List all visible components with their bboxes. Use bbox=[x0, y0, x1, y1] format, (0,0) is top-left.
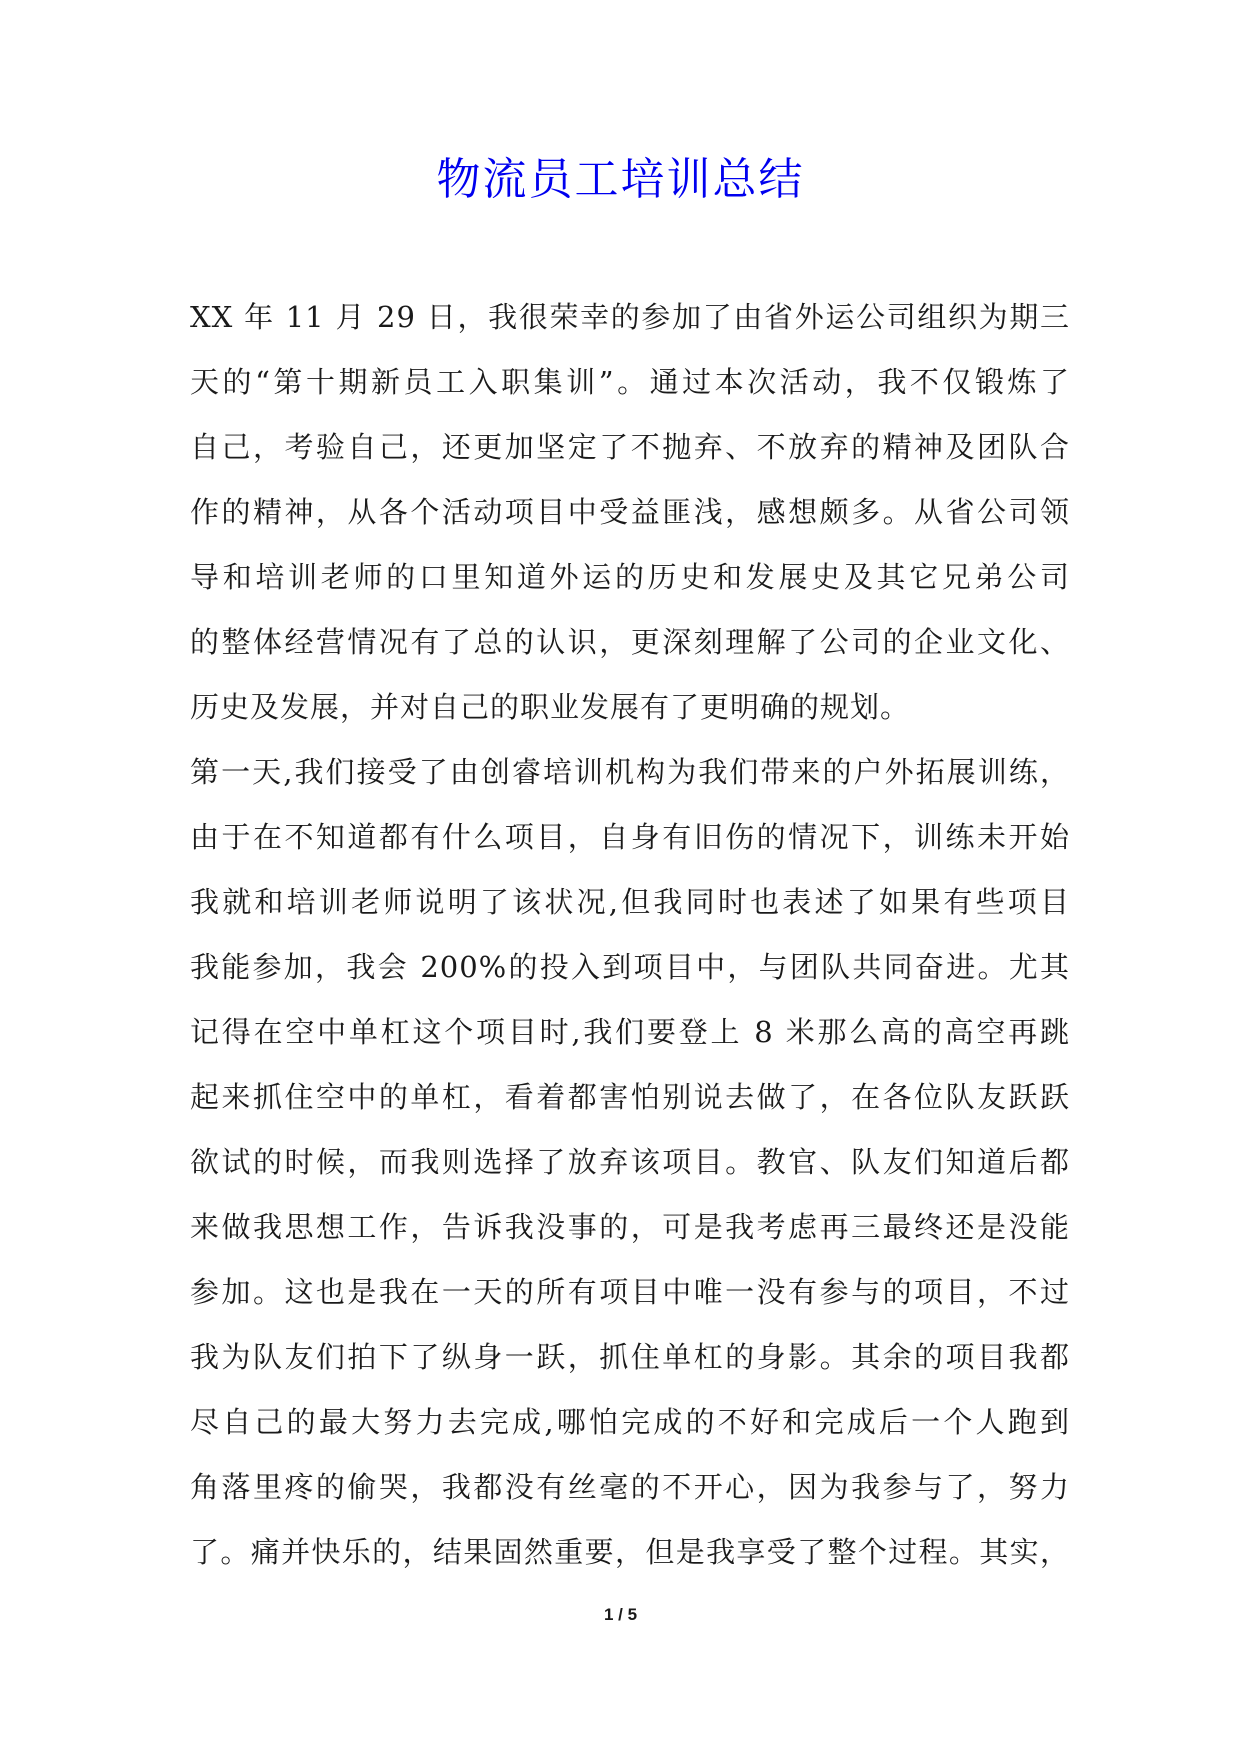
text-line: 由于在不知道都有什么项目，自身有旧伤的情况下，训练未开始 bbox=[190, 820, 1070, 854]
text-line: 尽自己的最大努力去完成,哪怕完成的不好和完成后一个人跑到 bbox=[190, 1405, 1070, 1439]
text-line: 第一天,我们接受了由创睿培训机构为我们带来的户外拓展训练， bbox=[190, 755, 1070, 789]
text-line: 自己，考验自己，还更加坚定了不抛弃、不放弃的精神及团队合 bbox=[190, 430, 1070, 464]
text-line: 起来抓住空中的单杠，看着都害怕别说去做了，在各位队友跃跃 bbox=[190, 1080, 1070, 1114]
text-line: 我就和培训老师说明了该状况,但我同时也表述了如果有些项目 bbox=[190, 885, 1070, 919]
text-line: 天的“第十期新员工入职集训”。通过本次活动，我不仅锻炼了 bbox=[190, 365, 1070, 399]
text-line: 角落里疼的偷哭，我都没有丝毫的不开心，因为我参与了，努力 bbox=[190, 1470, 1070, 1504]
document-title: 物流员工培训总结 bbox=[436, 154, 805, 205]
text-line: XX 年 11 月 29 日，我很荣幸的参加了由省外运公司组织为期三 bbox=[190, 300, 1070, 334]
text-line: 我能参加，我会 200%的投入到项目中，与团队共同奋进。尤其 bbox=[190, 950, 1070, 984]
text-line: 来做我思想工作，告诉我没事的，可是我考虑再三最终还是没能 bbox=[190, 1210, 1070, 1244]
text-line: 作的精神，从各个活动项目中受益匪浅，感想颇多。从省公司领 bbox=[190, 495, 1070, 529]
text-line: 欲试的时候，而我则选择了放弃该项目。教官、队友们知道后都 bbox=[190, 1145, 1070, 1179]
text-line: 历史及发展，并对自己的职业发展有了更明确的规划。 bbox=[190, 690, 911, 724]
text-line: 记得在空中单杠这个项目时,我们要登上 8 米那么高的高空再跳 bbox=[190, 1015, 1070, 1049]
page-number: 1 / 5 bbox=[603, 1605, 638, 1624]
text-line: 的整体经营情况有了总的认识，更深刻理解了公司的企业文化、 bbox=[190, 625, 1070, 659]
text-line: 我为队友们拍下了纵身一跃，抓住单杠的身影。其余的项目我都 bbox=[190, 1340, 1070, 1374]
document-body bbox=[190, 285, 1070, 1585]
text-line: 了。痛并快乐的，结果固然重要，但是我享受了整个过程。其实， bbox=[190, 1535, 1070, 1569]
text-line: 参加。这也是我在一天的所有项目中唯一没有参与的项目，不过 bbox=[190, 1275, 1070, 1309]
text-line: 导和培训老师的口里知道外运的历史和发展史及其它兄弟公司 bbox=[190, 560, 1070, 594]
